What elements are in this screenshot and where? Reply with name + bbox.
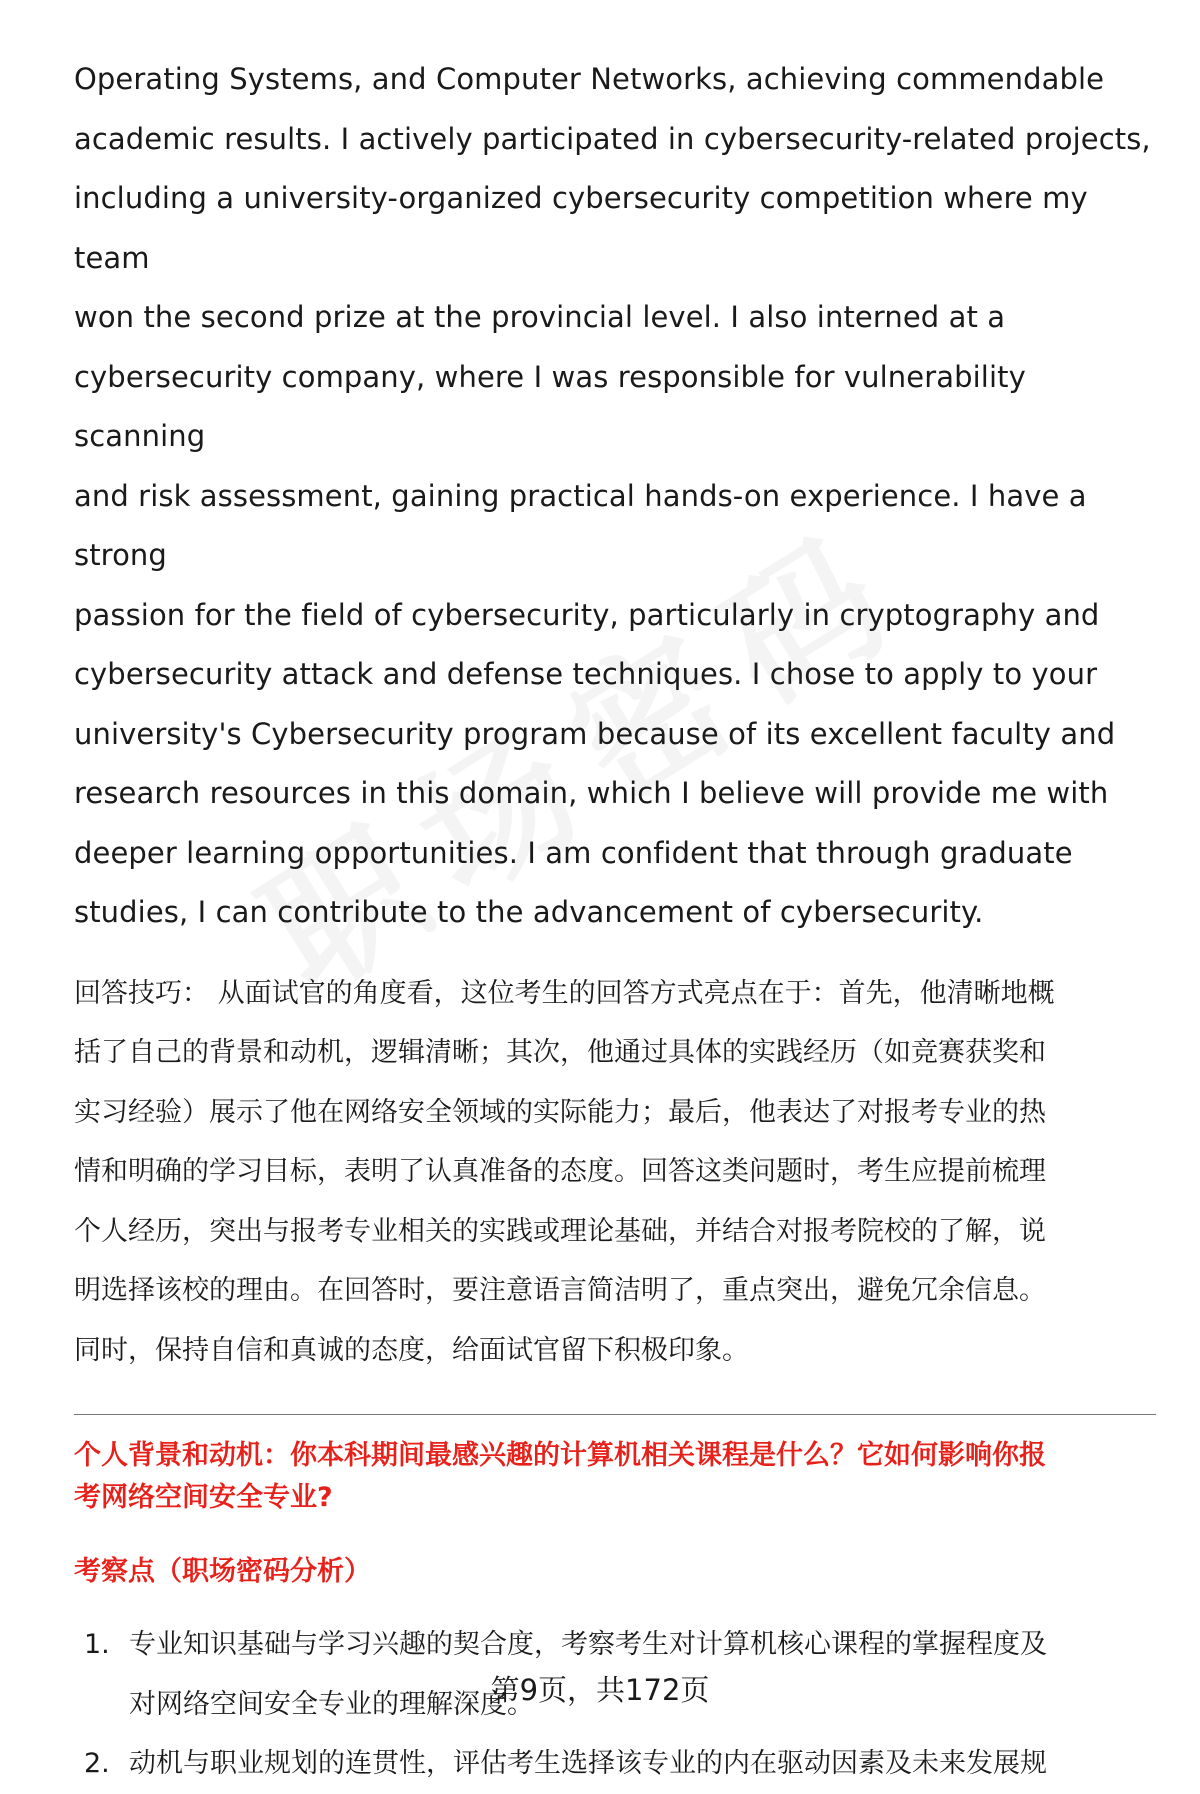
- page-number: 第9页，共172页: [490, 1673, 710, 1707]
- list-item: [74, 1734, 1154, 1794]
- answer-tips: [74, 964, 1154, 1381]
- list-item-line: 动机与职业规划的连贯性，评估考生选择该专业的内在驱动因素及未来发展规: [129, 1748, 1047, 1779]
- paragraph-line: cybersecurity attack and defense techniques. I chose to apply to your: [74, 657, 1098, 691]
- tips-line: 回答技巧： 从面试官的角度看，这位考生的回答方式亮点在于：首先，他清晰地概: [74, 977, 1055, 1009]
- paragraph-line: won the second prize at the provincial level. I also interned at a: [74, 300, 1006, 334]
- paragraph-line: academic results. I actively participated in cybersecurity-related projects,: [74, 121, 1151, 156]
- paragraph-line: cybersecurity company, where I was responsible for vulnerability scanning: [74, 359, 1026, 453]
- tips-line: 情和明确的学习目标，表明了认真准备的态度。回答这类问题时，考生应提前梳理: [74, 1156, 1046, 1187]
- paragraph-line: Operating Systems, and Computer Networks, achieving commendable: [74, 62, 1105, 96]
- tips-line: 明选择该校的理由。在回答时，要注意语言简洁明了，重点突出，避免冗余信息。: [74, 1275, 1046, 1306]
- assessment-points-heading: 考察点（职场密码分析）: [74, 1556, 371, 1587]
- question-line: 个人背景和动机：你本科期间最感兴趣的计算机相关课程是什么？它如何影响你报: [74, 1440, 1046, 1471]
- tips-line: 同时，保持自信和真诚的态度，给面试官留下积极印象。: [74, 1334, 749, 1366]
- paragraph-line: and risk assessment, gaining practical hands-on experience. I have a strong: [74, 478, 1087, 572]
- list-item-number: 1.: [84, 1629, 110, 1660]
- question-line: 考网络空间安全专业?: [74, 1482, 333, 1513]
- list-item-number: 2.: [84, 1748, 110, 1779]
- list-item-line: 对网络空间安全专业的理解深度。: [129, 1688, 534, 1720]
- answer-paragraph: [74, 50, 1154, 943]
- paragraph-line: including a university-organized cybersecurity competition where my team: [74, 181, 1088, 275]
- list-item-line: 专业知识基础与学习兴趣的契合度，考察考生对计算机核心课程的掌握程度及: [129, 1629, 1047, 1660]
- paragraph-line: deeper learning opportunities. I am confident that through graduate: [74, 835, 1073, 870]
- tips-line: 实习经验）展示了他在网络安全领域的实际能力；最后，他表达了对报考专业的热: [74, 1096, 1046, 1128]
- section-divider: [74, 1414, 1156, 1415]
- tips-line: 括了自己的背景和动机，逻辑清晰；其次，他通过具体的实践经历（如竞赛获奖和: [74, 1037, 1046, 1068]
- paragraph-line: university's Cybersecurity program because of its excellent faculty and: [74, 716, 1116, 751]
- paragraph-line: research resources in this domain, which I believe will provide me with: [74, 776, 1109, 810]
- tips-line: 个人经历，突出与报考专业相关的实践或理论基础，并结合对报考院校的了解，说: [74, 1215, 1046, 1247]
- paragraph-line: passion for the field of cybersecurity, particularly in cryptography and: [74, 597, 1100, 632]
- question-heading: [74, 1435, 1154, 1519]
- document-page: [74, 50, 1154, 1794]
- paragraph-line: studies, I can contribute to the advancement of cybersecurity.: [74, 895, 984, 929]
